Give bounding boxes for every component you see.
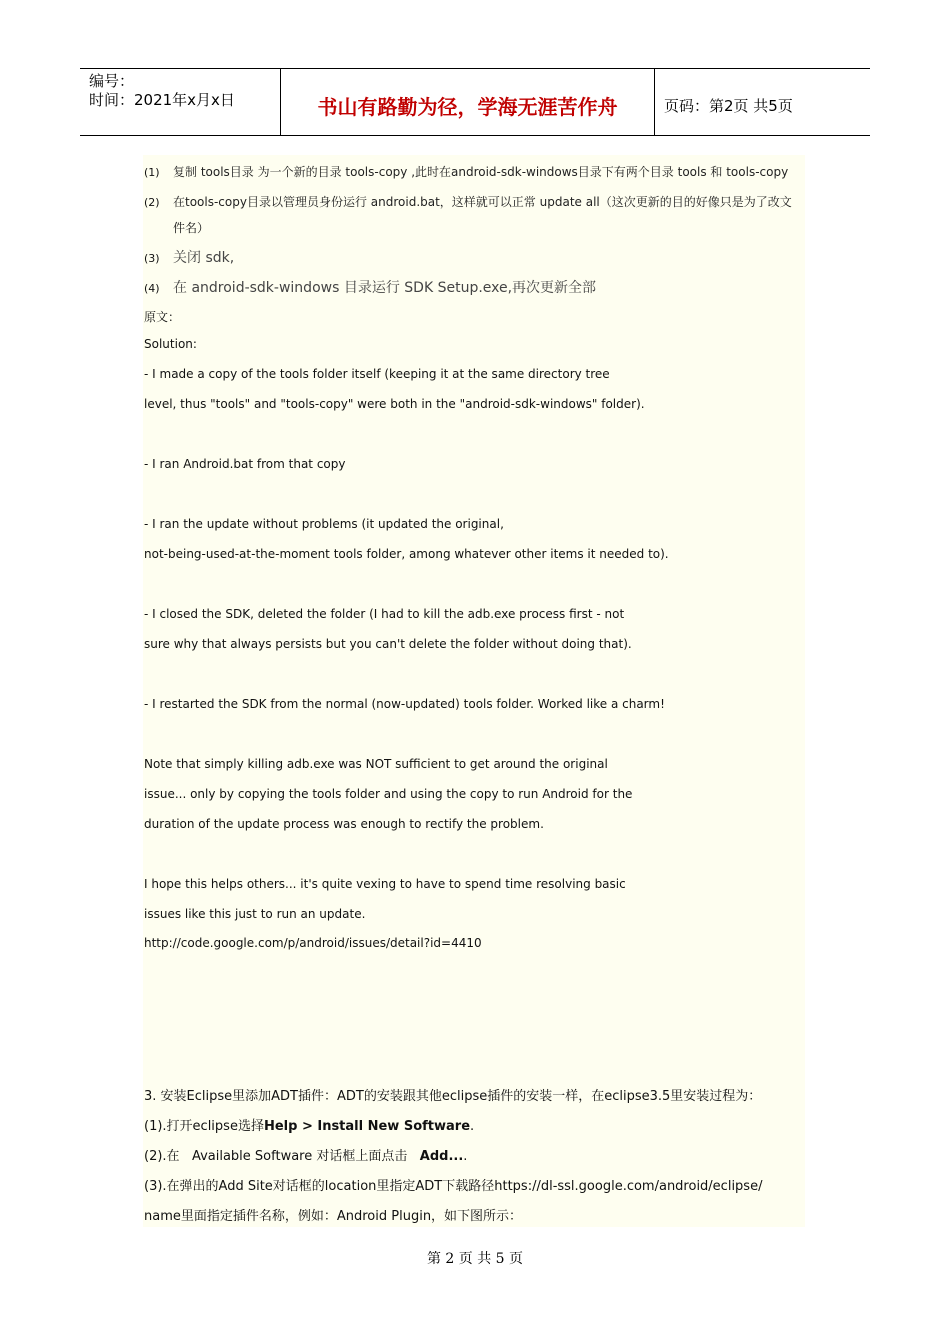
add-label: Add...	[419, 1149, 464, 1164]
original-line: - I ran Android.bat from that copy	[144, 457, 346, 471]
step-text-end: .	[463, 1149, 468, 1164]
step-text: 在 android-sdk-windows 目录运行 SDK Setup.exe,再次更新全部	[173, 280, 597, 296]
header-meta-cell	[80, 69, 281, 135]
step-4	[144, 277, 596, 297]
step-3	[144, 247, 234, 267]
original-label: 原文：	[144, 310, 181, 324]
step-number: (3)	[144, 252, 160, 265]
header-time-label: 时间：2021年x月x日	[89, 91, 235, 109]
original-line: - I made a copy of the tools folder itself (keeping it at the same directory tree	[144, 367, 610, 381]
original-line: I hope this helps others... it's quite vexing to have to spend time resolving basic	[144, 877, 626, 891]
step-text: (1).打开eclipse选择	[144, 1119, 264, 1134]
section-3-step-3: (3).在弹出的Add Site对话框的location里指定ADT下载路径https://dl-ssl.google.com/android/eclipse/	[144, 1179, 763, 1194]
original-line: duration of the update process was enough to rectify the problem.	[144, 817, 544, 831]
step-number: (2)	[144, 196, 160, 209]
original-line: Note that simply killing adb.exe was NOT sufficient to get around the original	[144, 757, 608, 771]
original-line: - I closed the SDK, deleted the folder (I had to kill the adb.exe process first - not	[144, 607, 625, 621]
step-text: 复制 tools目录 为一个新的目录 tools-copy ,此时在android-sdk-windows目录下有两个目录 tools 和 tools-copy	[173, 165, 789, 179]
original-line: - I restarted the SDK from the normal (now-updated) tools folder. Worked like a charm!	[144, 697, 665, 711]
step-number: (1)	[144, 166, 160, 179]
original-line: level, thus "tools" and "tools-copy" were both in the "android-sdk-windows" folder).	[144, 397, 645, 411]
page-header	[80, 68, 870, 136]
original-line: Solution:	[144, 337, 197, 351]
step-2-continuation: 件名）	[173, 221, 210, 235]
menu-path: Help > Install New Software	[263, 1119, 471, 1134]
section-3-title: 3. 安装Eclipse里添加ADT插件：ADT的安装跟其他eclipse插件的安装一样，在eclipse3.5里安装过程为：	[144, 1089, 762, 1104]
original-line: issue... only by copying the tools folder and using the copy to run Android for the	[144, 787, 633, 801]
original-line: - I ran the update without problems (it updated the original,	[144, 517, 504, 531]
original-line: sure why that always persists but you can't delete the folder without doing that).	[144, 637, 632, 651]
content-highlight-band	[143, 155, 805, 1227]
step-number: (4)	[144, 282, 160, 295]
step-2	[144, 193, 792, 210]
section-3-step-3-continuation: name里面指定插件名称，例如：Android Plugin，如下图所示：	[144, 1209, 523, 1224]
step-1	[144, 163, 788, 180]
step-text: 关闭 sdk,	[173, 250, 235, 266]
source-link[interactable]: http://code.google.com/p/android/issues/detail?id=4410	[144, 936, 482, 950]
section-3-step-1	[144, 1115, 474, 1134]
header-number-label: 编号：	[89, 72, 135, 90]
original-line: not-being-used-at-the-moment tools folder, among whatever other items it needed to).	[144, 547, 669, 561]
step-text: 在tools-copy目录以管理员身份运行 android.bat，这样就可以正常 update all（这次更新的目的好像只是为了改文	[173, 195, 792, 209]
header-motto: 书山有路勤为径，学海无涯苦作舟	[281, 69, 655, 135]
step-text-end: .	[470, 1119, 475, 1134]
original-line: issues like this just to run an update.	[144, 907, 366, 921]
step-text: (2).在 Available Software 对话框上面点击	[144, 1149, 420, 1164]
header-page-info: 页码：第2页 共5页	[664, 96, 793, 115]
page-footer: 第 2 页 共 5 页	[426, 1251, 524, 1267]
section-3-step-2	[144, 1145, 467, 1164]
